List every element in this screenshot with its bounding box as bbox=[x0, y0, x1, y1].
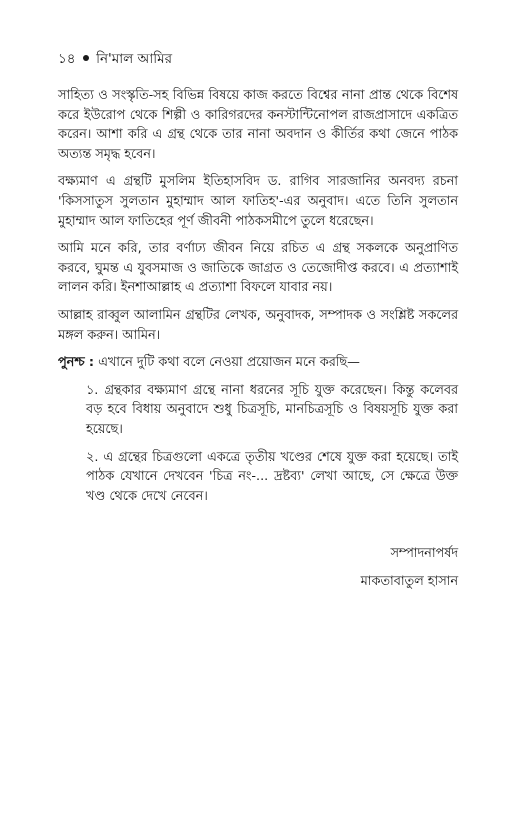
postscript-line bbox=[58, 353, 458, 373]
publisher-name: মাকতাবাতুল হাসান bbox=[360, 574, 458, 589]
postscript-label: পুনশ্চ : bbox=[58, 355, 95, 371]
notes-list bbox=[58, 381, 458, 507]
running-header bbox=[58, 50, 458, 68]
list-item: ২. এ গ্রন্থের চিত্রগুলো একত্রে তৃতীয় খণ্ডের শেষে যুক্ত করা হয়েছে। তাই পাঠক যেখানে দেখবেন 'চিত্র নং-... দ্রষ্টব্য' লেখা আছে, সে ক্ষেত্রে উক্ত খণ্ড থেকে দেখে নেবেন। bbox=[86, 449, 458, 504]
book-title: নি'মাল আমির bbox=[96, 51, 173, 67]
body-paragraph: সাহিত্য ও সংস্কৃতি-সহ বিভিন্ন বিষয়ে কাজ করতে বিশ্বের নানা প্রান্ত থেকে বিশেষ করে ইউরোপ থেকে শিল্পী ও কারিগরদের কনস্টান্টিনোপল রাজপ্রাসাদে একত্রিত করেন। আশা করি এ গ্রন্থ থেকে তার নানা অবদান ও কীর্তির কথা জেনে পাঠক অত্যন্ত সমৃদ্ধ হবেন। bbox=[58, 88, 458, 162]
page-content bbox=[58, 50, 458, 514]
list-item: ১. গ্রন্থকার বক্ষ্যমাণ গ্রন্থে নানা ধরনের সূচি যুক্ত করেছেন। কিন্তু কলেবর বড় হবে বিধায় অনুবাদে শুধু চিত্রসূচি, মানচিত্রসূচি ও বিষয়সূচি যুক্ত করা হয়েছে। bbox=[86, 382, 458, 437]
editorial-board-label: সম্পাদনাপর্ষদ bbox=[390, 546, 458, 561]
signoff-block bbox=[361, 540, 458, 596]
bullet-dot-icon bbox=[83, 55, 89, 61]
body-paragraph: আমি মনে করি, তার বর্ণাঢ্য জীবন নিয়ে রচিত এ গ্রন্থ সকলকে অনুপ্রাণিত করবে, ঘুমন্ত এ যুবসমাজ ও জাতিকে জাগ্রত ও তেজোদীপ্ত করবে। এ প্রত্যাশাই লালন করি। ইনশাআল্লাহ এ প্রত্যাশা বিফলে যাবার নয়। bbox=[58, 241, 458, 296]
body-paragraph: বক্ষ্যমাণ এ গ্রন্থটি মুসলিম ইতিহাসবিদ ড. রাগিব সারজানির অনবদ্য রচনা 'কিসসাতুস সুলতান মুহাম্মাদ আল ফাতিহ'-এর অনুবাদ। এতে তিনি সুলতান মুহাম্মাদ আল ফাতিহের পূর্ণ জীবনী পাঠকসমীপে তুলে ধরেছেন। bbox=[58, 174, 458, 229]
postscript-text: এখানে দুটি কথা বলে নেওয়া প্রয়োজন মনে করছি— bbox=[94, 355, 360, 371]
page-number: ১৪ bbox=[58, 51, 76, 67]
body-paragraph: আল্লাহ রাব্বুল আলামিন গ্রন্থটির লেখক, অনুবাদক, সম্পাদক ও সংশ্লিষ্ট সকলের মঙ্গল করুন। আমিন। bbox=[58, 307, 458, 343]
